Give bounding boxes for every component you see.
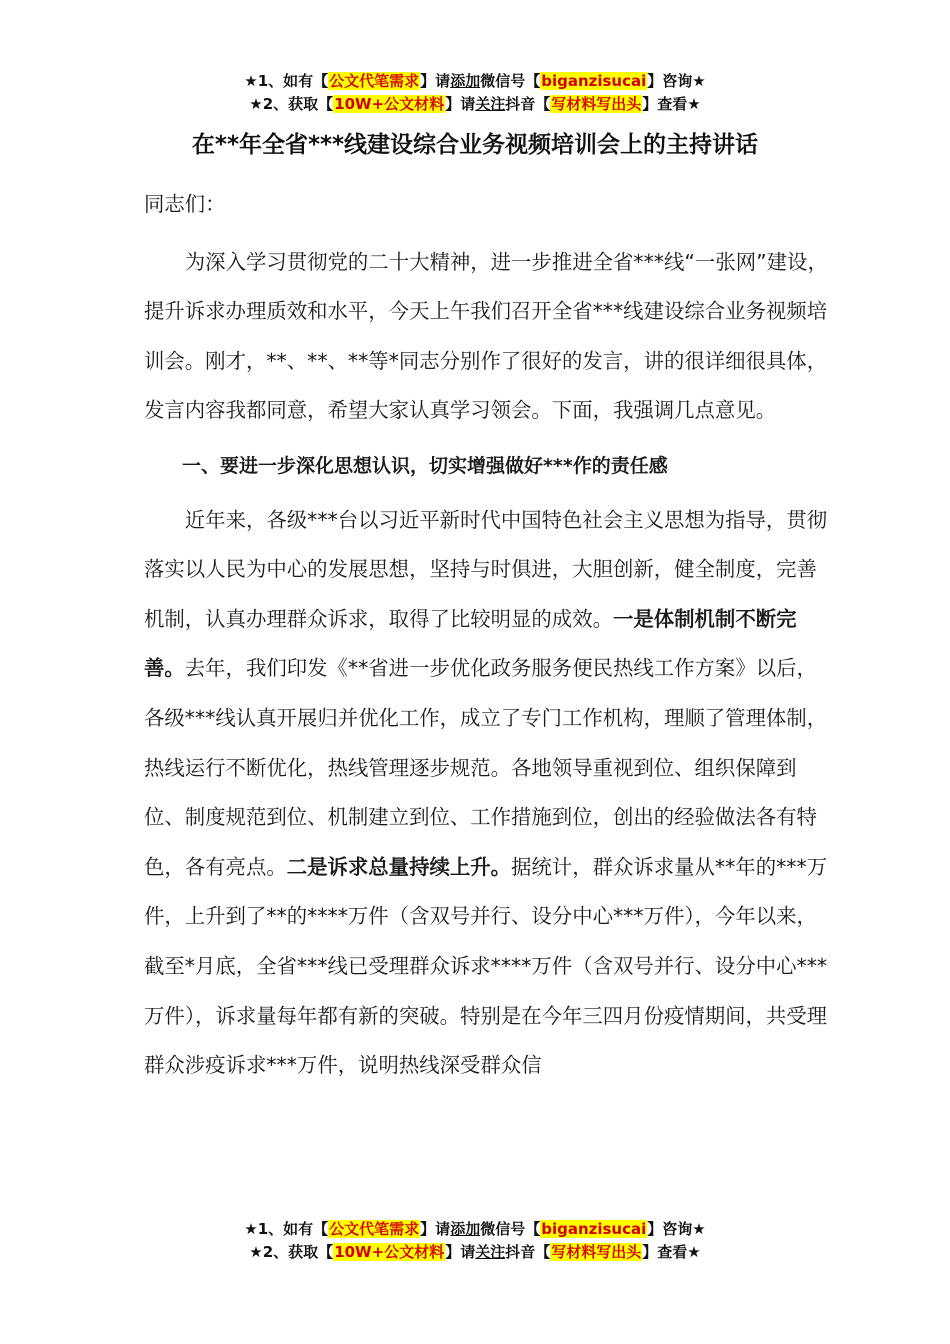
- document-title: 在**年全省***线建设综合业务视频培训会上的主持讲话: [191, 132, 759, 158]
- bottom-banner: [0, 1218, 950, 1264]
- banner-text: 】请: [420, 1220, 451, 1238]
- banner-text: 】咨询★: [647, 1220, 706, 1238]
- banner-text: 微信号【: [480, 1220, 541, 1238]
- banner-text: 】查看★: [642, 1243, 701, 1261]
- banner-highlight: biganzisucai: [541, 72, 647, 90]
- para-text: 近年来，各级***台以习近平新时代中国特色社会主义思想为指导，贯彻落实以人民为中心的发展思想，坚持与时俱进，大胆创新，健全制度，完善机制，认真办理群众诉求，取得了比较明显的成效。: [144, 507, 828, 631]
- intro-paragraph: 为深入学习贯彻党的二十大精神，进一步推进全省***线“一张网”建设，提升诉求办理质效和水平，今天上午我们召开全省***线建设综合业务视频培训会。刚才，**、**、**等*同志分别作了很好的发言，讲的很详细很具体，发言内容我都同意，希望大家认真学习领会。下面，我强调几点意见。: [144, 249, 828, 423]
- banner-text: ★1、如有【: [244, 72, 329, 90]
- banner-text: ★2、获取【: [249, 95, 334, 113]
- para-text: 去年，我们印发《**省进一步优化政务服务便民热线工作方案》以后，各级***线认真开展归并优化工作，成立了专门工作机构，理顺了管理体制，热线运行不断优化，热线管理逐步规范。各地领导重视到位、组织保障到位、制度规范到位、机制建立到位、工作措施到位，创出的经验做法各有特色，各有亮点。: [144, 656, 828, 879]
- banner-highlight: 写材料写出头: [551, 95, 642, 113]
- banner-text: 微信号【: [480, 72, 541, 90]
- banner-text: 】请: [445, 1243, 476, 1261]
- banner-line-2: [0, 93, 950, 116]
- banner-text: ★1、如有【: [244, 1220, 329, 1238]
- banner-text: 抖音【: [505, 95, 551, 113]
- document-body: [144, 180, 828, 1091]
- greeting: 同志们：: [144, 192, 226, 216]
- banner-text: 】咨询★: [647, 72, 706, 90]
- banner-line-1: [0, 1218, 950, 1241]
- section-heading-1: 一、要进一步深化思想认识，切实增强做好***作的责任感: [182, 454, 668, 477]
- banner-underline: 添加: [450, 72, 481, 90]
- banner-line-2: [0, 1241, 950, 1264]
- banner-line-1: [0, 70, 950, 93]
- banner-text: ★2、获取【: [249, 1243, 334, 1261]
- banner-text: 】请: [445, 95, 476, 113]
- banner-underline: 关注: [475, 95, 506, 113]
- banner-highlight: 写材料写出头: [551, 1243, 642, 1261]
- top-banner: [0, 70, 950, 116]
- para-text: 据统计，群众诉求量从**年的***万件，上升到了**的****万件（含双号并行、设分中心***万件），今年以来，截至*月底，全省***线已受理群众诉求****万件（含双号并行、设分中心***万件），诉求量每年都有新的突破。特别是在今年三四月份疫情期间，共受理群众涉疫诉求***万件，说明热线深受群众信: [144, 854, 828, 1078]
- banner-highlight: 10W+公文材料: [334, 95, 445, 113]
- para-bold: 一是体制机制不断完善。: [144, 606, 797, 681]
- banner-highlight: biganzisucai: [541, 1220, 647, 1238]
- banner-underline: 关注: [475, 1243, 506, 1261]
- banner-text: 】查看★: [642, 95, 701, 113]
- banner-underline: 添加: [450, 1220, 481, 1238]
- banner-text: 抖音【: [505, 1243, 551, 1261]
- para-bold: 二是诉求总量持续上升。: [286, 854, 512, 879]
- banner-highlight: 公文代笔需求: [329, 1220, 420, 1238]
- banner-text: 】请: [420, 72, 451, 90]
- body-paragraph-1: [144, 496, 828, 1091]
- banner-highlight: 公文代笔需求: [329, 72, 420, 90]
- banner-highlight: 10W+公文材料: [334, 1243, 445, 1261]
